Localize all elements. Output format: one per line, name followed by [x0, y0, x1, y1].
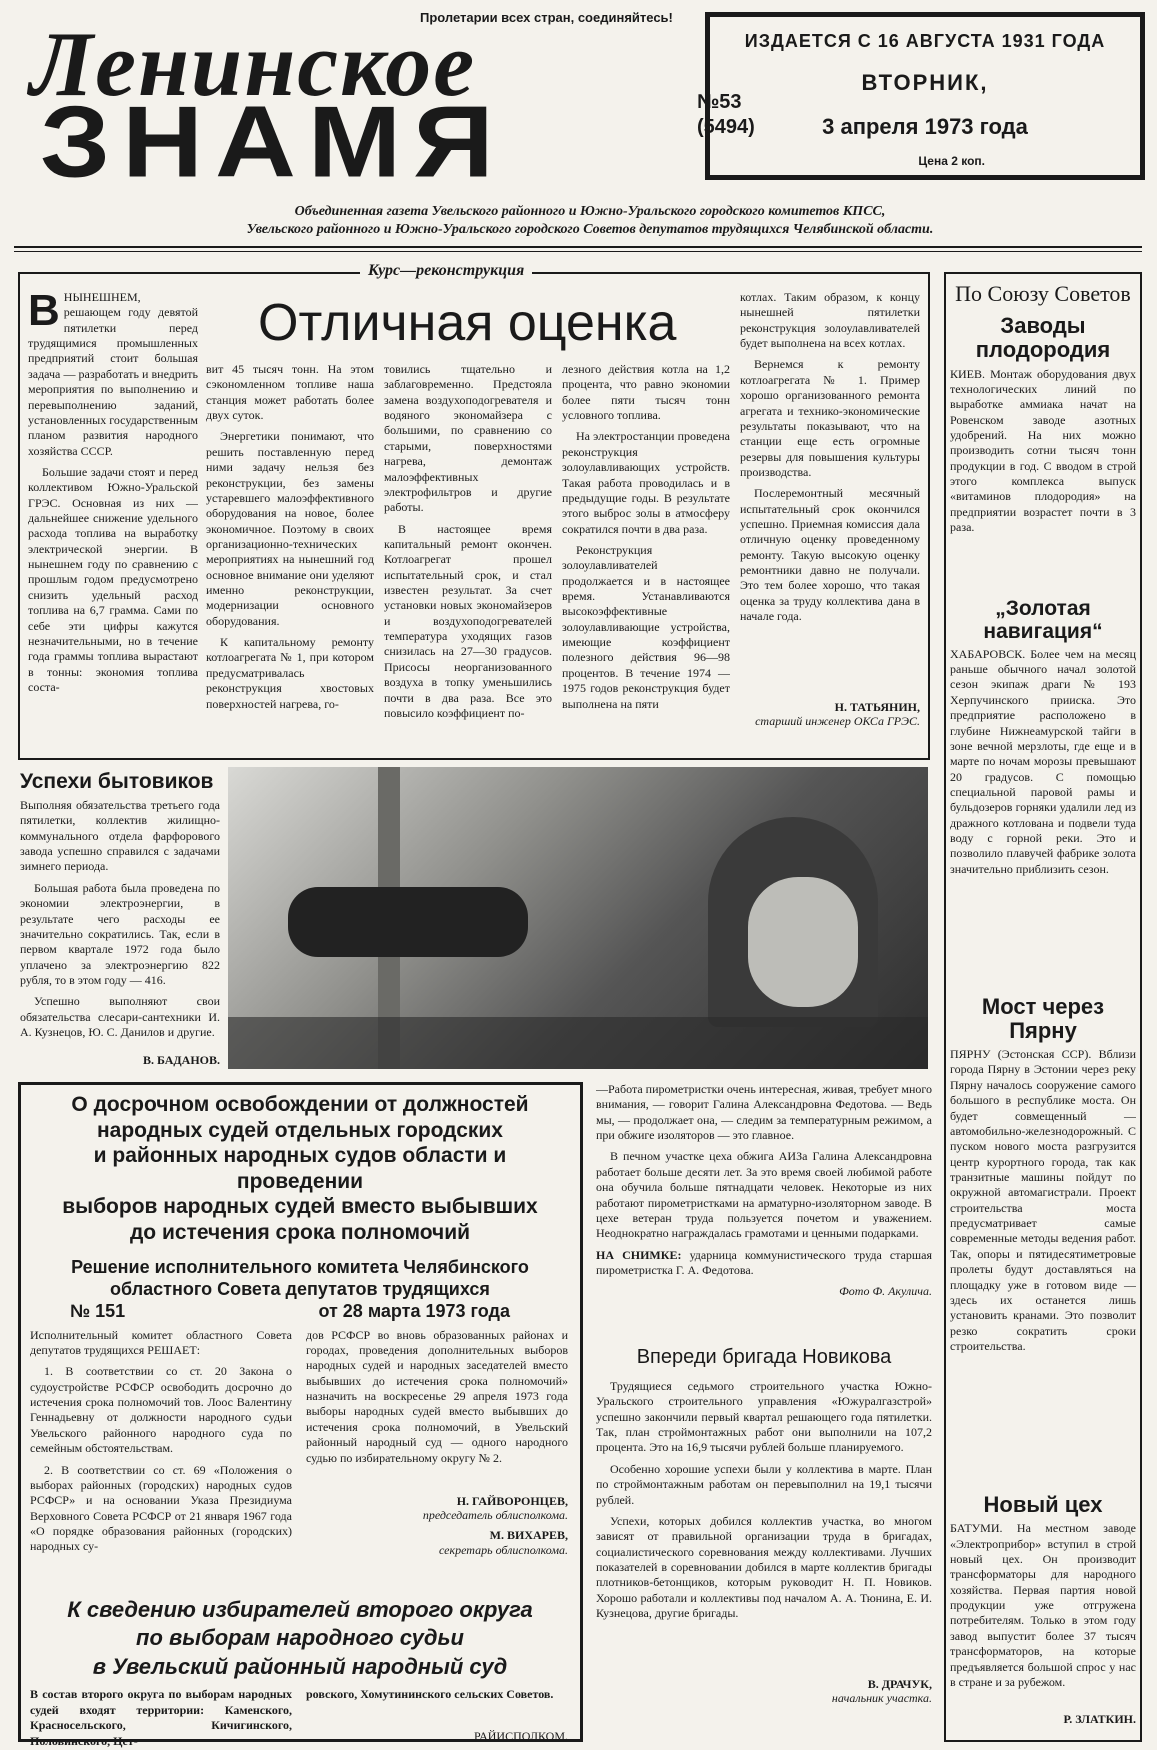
- decree-col-2-wrap: [306, 1328, 568, 1588]
- decree-signer2-name: М. ВИХАРЕВ,: [489, 1528, 568, 1543]
- lead-col1-p1: НЫНЕШНЕМ, решающем году девятой пятилетки перед трудящимися промышленных предприятий стоит большая задача — разработать и внедрить мероприятия по выполнению и перевыполнению заданий, установленных государственным планом развития народного хозяйства СССР.: [28, 290, 198, 458]
- decree-title-2: народных судей отдельных городских: [96, 1118, 503, 1142]
- sidebar-headline-2: „Золотая навигация“: [983, 596, 1103, 643]
- lead-col2-p2: Энергетики понимают, что решить поставленную перед ними задачу нельзя без реконструкции, без замены устаревшего малоэффективного оборудования на новое, более экономичное. Поэтому в своих организационно-технических мероприятиях на нынешний год основное внимание они уделяют именно реконструкции, модернизации основного оборудования.: [206, 429, 374, 628]
- decree-title: [30, 1092, 570, 1246]
- lead-author-name: Н. ТАТЬЯНИН,: [834, 700, 920, 714]
- brigade-headline: Впереди бригада Новикова: [636, 1346, 892, 1368]
- photo-caption: [596, 1248, 932, 1279]
- notice-col-1: В состав второго округа по выборам народных судей входят территории: Каменского, Красносельского, Кичигинского, Половинского, Цет-: [30, 1687, 292, 1748]
- photo-pyrometrist: [228, 767, 928, 1069]
- sidebar-text-1: КИЕВ. Монтаж оборудования двух технологических линий по выработке аммиака начат на Ровенском заводе азотных удобрений. На них можно производить сотни тысяч тонн продукции в год. С вводом в строй этого комплекса выпуск «витаминов плодородия» на предприятии возрастет почти в 3 раза.: [950, 366, 1136, 535]
- notice-title: [30, 1596, 570, 1682]
- lead-col5-p2: Вернемся к ремонту котлоагрегата № 1. Пример хорошо организованного ремонта агрегата и технико-экономические результаты показывают, что на станции еще есть огромные резервы для повышения культуры производства.: [740, 357, 920, 479]
- date-box: [705, 12, 1145, 180]
- sidebar-section: По Союзу Советов: [955, 281, 1131, 306]
- decree-subtitle: [30, 1256, 570, 1301]
- brigade-author-name: В. ДРАЧУК,: [867, 1677, 932, 1691]
- decree-title-4: выборов народных судей вместо выбывших: [62, 1195, 538, 1219]
- lead-dropcap: В: [28, 290, 60, 335]
- decree-title-5: до истечения срока полномочий: [129, 1221, 471, 1245]
- decree-date: от 28 марта 1973 года: [318, 1300, 510, 1321]
- brigade-author-role: начальник участка.: [831, 1691, 932, 1706]
- sidebar-text-3: ПЯРНУ (Эстонская ССР). Вблизи города Пярну в Эстонии через реку Пярну началось сооружение самого большого в республике моста. Он будет совмещенный — автомобильно-железнодорожный. С пуском нового моста разгрузится центр курортного города, так как транзитные машины пойдут по окружной автомагистрали. Проект строительства моста предусматривает самые современные методы ведения работ. Так, опоры и пятидесятиметровые пролеты будут доставляться на площадку уже в готовом виде — здесь их останется лишь установить кранами. Это позволит резко сократить сроки строительства.: [950, 1047, 1136, 1353]
- brigade-p3: Успехи, которых добился коллектив участка, во многом зависят от правильной организации труда в бригадах, социалистического соревнования между коллективами. Лучших показателей в соревновании добился в марте коллектив бригады плотников-бетонщиков, которым руководит Н. П. Новиков. Хорошо работали и коллективы под началом А. А. Тюнина, Е. И. Кузнецова, другие бригады.: [596, 1513, 932, 1621]
- decree-signer-1: [306, 1494, 568, 1523]
- brigade-story: [596, 1346, 932, 1706]
- motto: Пролетарии всех стран, соединяйтесь!: [420, 10, 673, 25]
- lead-section-label: Курс—реконструкция: [360, 262, 532, 280]
- lead-author-role: старший инженер ОКСа ГРЭС.: [755, 714, 920, 729]
- decree-title-1: О досрочном освобождении от должностей: [71, 1093, 529, 1116]
- decree-col-2: [306, 1328, 568, 1486]
- left-story: [20, 770, 220, 1067]
- nameplate-line2: ЗНАМЯ: [40, 85, 506, 199]
- decree-signer2-role: секретарь облисполкома.: [439, 1542, 568, 1557]
- lead-headline: Отличная оценка: [258, 294, 677, 352]
- lead-col4-p3: Реконструкция золоулавливателей продолжается и в настоящее время. Устанавливаются высокоэффективные золоулавливающие устройства, имеющие коэффициент полезного действия 96—98 процентов. В течение 1974 — 1975 годов реконструкция будет выполнена на пяти: [562, 542, 730, 711]
- lead-col1-p2: Большие задачи стоят и перед коллективом Южно-Уральской ГРЭС. Основная из них — дальнейшее снижение удельного расхода топлива на выработку электрической энергии. В нынешнем году по сравнению с прошлым годом предусмотрено снизить удельный расход топлива на 6,7 грамма. Сами по себе эти цифры кажутся незначительными, но в течение года граммы топлива вырастают в тонны: экономия топлива соста-: [28, 464, 198, 694]
- brigade-p1: Трудящиеся седьмого строительного участка Южно-Уральского строительного управления «Южуралгазстрой» успешно закончили первый квартал решающего года пятилетки. Так, план строймонтажных работ они выполнили на 107,2 процента. Это на 16,9 тысячи рублей больше планируемого.: [596, 1379, 932, 1455]
- left-story-p3: Успешно выполняют свои обязательства слесари-сантехники И. А. Кузнецов, Ю. С. Данилов и другие.: [20, 994, 220, 1040]
- publisher-line-1: Объединенная газета Увельского районного и Южно-Уральского городского комитетов КПСС,: [294, 204, 886, 219]
- sidebar-headline-3: Мост через Пярну: [981, 993, 1105, 1043]
- decree-signer1-role: председатель облисполкома.: [422, 1508, 568, 1523]
- photo-story: [596, 1082, 932, 1332]
- brigade-author: [596, 1677, 932, 1706]
- lead-col-5: [740, 290, 920, 700]
- left-story-author: В. БАДАНОВ.: [142, 1053, 220, 1067]
- issue-date: 3 апреля 1973 года: [822, 114, 1028, 139]
- lead-col4-p2: На электростанции проведена реконструкция золоулавливающих устройств. Такая работа проводилась и в предыдущие годы. В результате этого выброс золы в атмосферу сократился почти в два раза.: [562, 429, 730, 536]
- decree-col1-p3: 2. В соответствии со ст. 69 «Положения о выборах районных (городских) народных судов РСФСР» и на основании Указа Президиума Верховного Совета РСФСР от 21 января 1967 года «О порядке образования районных (городских) народных су-: [30, 1462, 292, 1554]
- lead-author: [740, 700, 920, 729]
- decree-col2-p1: дов РСФСР во вновь образованных районах и городах, проведения дополнительных выборов народных судей и народных заседателей вместо выбывших до истечения срока полномочий» назначить на воскресенье 29 апреля 1973 года выборы народных судей вместо выбывших до истечения срока полномочий, в Увельский районный народный суд — одного народного судью по избирательному округу № 2.: [306, 1327, 568, 1465]
- published-since: ИЗДАЕТСЯ С 16 АВГУСТА 1931 ГОДА: [744, 31, 1106, 51]
- notice-signer: РАЙИСПОЛКОМ.: [473, 1729, 568, 1744]
- left-story-p1: Выполняя обязательства третьего года пятилетки, коллектив жилищно-коммунального отдела фарфорового завода успешно справился с задачами зимнего периода.: [20, 798, 220, 874]
- decree-title-3: и районных народных судов области и проведении: [93, 1144, 507, 1193]
- photo-caption-label: НА СНИМКЕ:: [596, 1247, 682, 1262]
- left-story-body: [20, 798, 220, 1053]
- brigade-body: [596, 1379, 932, 1669]
- left-story-p2: Большая работа была проведена по экономии электроэнергии, в результате чего расходы ее значительно сократились. Так, если в первом квартале 1972 года было уплачено за электроэнергию 822 рубля, то в этом году — 416.: [20, 880, 220, 987]
- notice-col-2-wrap: [306, 1687, 568, 1749]
- lead-col5-p3: Послеремонтный месячный испытательный срок окончился успешно. Приемная комиссия дала отличную оценку проведенному ремонту. Такую высокую оценку ремонтники давно не получали. Это тем более хорошо, что такая оценка за труду коллектива дана в начале года.: [740, 486, 920, 624]
- decree-col1-p2: 1. В соответствии со ст. 20 Закона о судоустройстве РСФСР освободить досрочно до истечения срока полномочий тов. Лоос Валентину Геннадьевну от должности народного судьи Увельского районного народного суда по семейным обстоятельствам.: [30, 1364, 292, 1456]
- decree-col1-p1: Исполнительный комитет областного Совета депутатов трудящихся РЕШАЕТ:: [30, 1327, 292, 1358]
- left-story-headline: Успехи бытовиков: [20, 770, 214, 793]
- lead-col5-p1: котлах. Таким образом, к концу нынешней пятилетки реконструкция золоулавливателей будет выполнена на всех котлах.: [740, 290, 920, 351]
- lead-col-2: [206, 362, 374, 752]
- brigade-p2: Особенно хорошие успехи были у коллектива в марте. План по строймонтажным работам он перевыполнил на 19,1 тысячи рублей.: [596, 1461, 932, 1507]
- sidebar-author: Р. ЗЛАТКИН.: [1063, 1712, 1136, 1726]
- sidebar-text-4: БАТУМИ. На местном заводе «Электроприбор» вступил в строй новый цех. Он производит трансформаторы для народного хозяйства. Первая партия новой продукции уже отгружена потребителям. Только в этом году завод выпустит более 37 тысяч трансформаторов, на которые предъявляется большой спрос у нас в стране и за рубежом.: [950, 1521, 1136, 1689]
- decree-number: № 151: [70, 1300, 126, 1321]
- decree-signer-2: [306, 1528, 568, 1557]
- price: Цена 2 коп.: [918, 154, 985, 168]
- photo-story-p2: В печном участке цеха обжига АИЗа Галина Александровна работает больше десяти лет. За это время своей любимой работе она обучила больше пятнадцати человек. Некоторые из них работают пирометристками на арматурно-изоляторном заводе. В цехе ветеран труда пользуется почетом и уважением. Неоднократно награждалась грамотами и ценными подарками.: [596, 1149, 932, 1241]
- sidebar-content: [950, 282, 1136, 1741]
- notice-title-2: по выборам народного судьи: [136, 1625, 464, 1651]
- issue-total: (5494): [697, 116, 755, 138]
- photo-credit: Фото Ф. Акулича.: [839, 1284, 932, 1299]
- lead-col-4: [562, 362, 730, 752]
- lead-col4-p1: лезного действия котла на 1,2 процента, что равно экономии более пяти тысяч тонн условного топлива.: [562, 362, 730, 423]
- decree-col-1: [30, 1328, 292, 1588]
- photo-caption-text: ударница коммунистического труда старшая пирометристка Г. А. Федотова.: [596, 1247, 932, 1277]
- notice-title-1: К сведению избирателей второго округа: [67, 1596, 533, 1622]
- decree: [30, 1092, 570, 1749]
- decree-subtitle-2: областного Совета депутатов трудящихся: [110, 1279, 490, 1300]
- weekday: ВТОРНИК,: [861, 70, 989, 95]
- lead-col3-p1: товились тщательно и заблаговременно. Предстояла замена воздухоподогревателя и водяного экономайзера с большими, по сравнению со старыми, поверхностями нагрева, демонтаж малоэффективных электрофильтров и другие работы.: [384, 362, 552, 515]
- lead-col3-p2: В настоящее время капитальный ремонт окончен. Котлоагрегат прошел испытательный срок, и стал известен результат. За счет установки новых экономайзеров и воздухоподогревателей температура уходящих газов снизилась на 27—30 градусов. Присосы неорганизованного воздуха в топку уменьшились почти в два раза. Все это повысило коэффициент по-: [384, 521, 552, 720]
- lead-col2-p1: вит 45 тысяч тонн. На этом сэкономленном топливе наша станция может работать более двух суток.: [206, 362, 374, 423]
- decree-number-row: [30, 1301, 570, 1322]
- notice-title-3: в Увельский районный народный суд: [92, 1653, 508, 1679]
- sidebar-headline-1: Заводы плодородия: [975, 313, 1111, 363]
- lead-col2-p3: К капитальному ремонту котлоагрегата № 1, при котором предусматривалась реконструкция хвостовых поверхностей нагрева, го-: [206, 635, 374, 711]
- decree-subtitle-1: Решение исполнительного комитета Челябинского: [71, 1256, 529, 1277]
- publisher-line: [150, 203, 1030, 239]
- photo-story-p1: —Работа пирометристки очень интересная, живая, требует много внимания, — говорит Галина Александровна Федотова. — Ведь мы, — продолжает она, — следим за температурным режимом, а при обжиге изоляторов — это главное.: [596, 1082, 932, 1143]
- masthead-rule-thin: [14, 251, 1142, 252]
- sidebar-text-2: ХАБАРОВСК. Более чем на месяц раньше обычного начал золотой сезон экипаж драги № 193 Херпучинского прииска. Это предприятие расположено в глубине Нижнеамурской тайги в зоне вечной мерзлоты, где еще и в марте по ночам морозы превышают 20 градусов. С помощью специальной паровой рамы и бульдозеров горняки удалили лед из дражного котлована и подвели туда воду с горной реки. Это и позволило плавучей фабрике золота значительно приблизить сезон.: [950, 646, 1136, 876]
- nameplate-line1: Ленинское: [30, 13, 477, 115]
- sidebar-headline-4: Новый цех: [983, 1492, 1103, 1518]
- notice-body: [30, 1687, 570, 1749]
- masthead-rule: [14, 246, 1142, 248]
- decree-signer1-name: Н. ГАЙВОРОНЦЕВ,: [456, 1493, 568, 1508]
- lead-col-1: [28, 290, 198, 752]
- issue-number: №53: [697, 91, 742, 113]
- decree-body: [30, 1328, 570, 1588]
- lead-col-3: [384, 362, 552, 752]
- publisher-line-2: Увельского районного и Южно-Уральского городского Советов депутатов трудящихся Челябинской области.: [246, 222, 934, 238]
- notice-col-2: ровского, Хомутининского сельских Советов.: [306, 1687, 554, 1702]
